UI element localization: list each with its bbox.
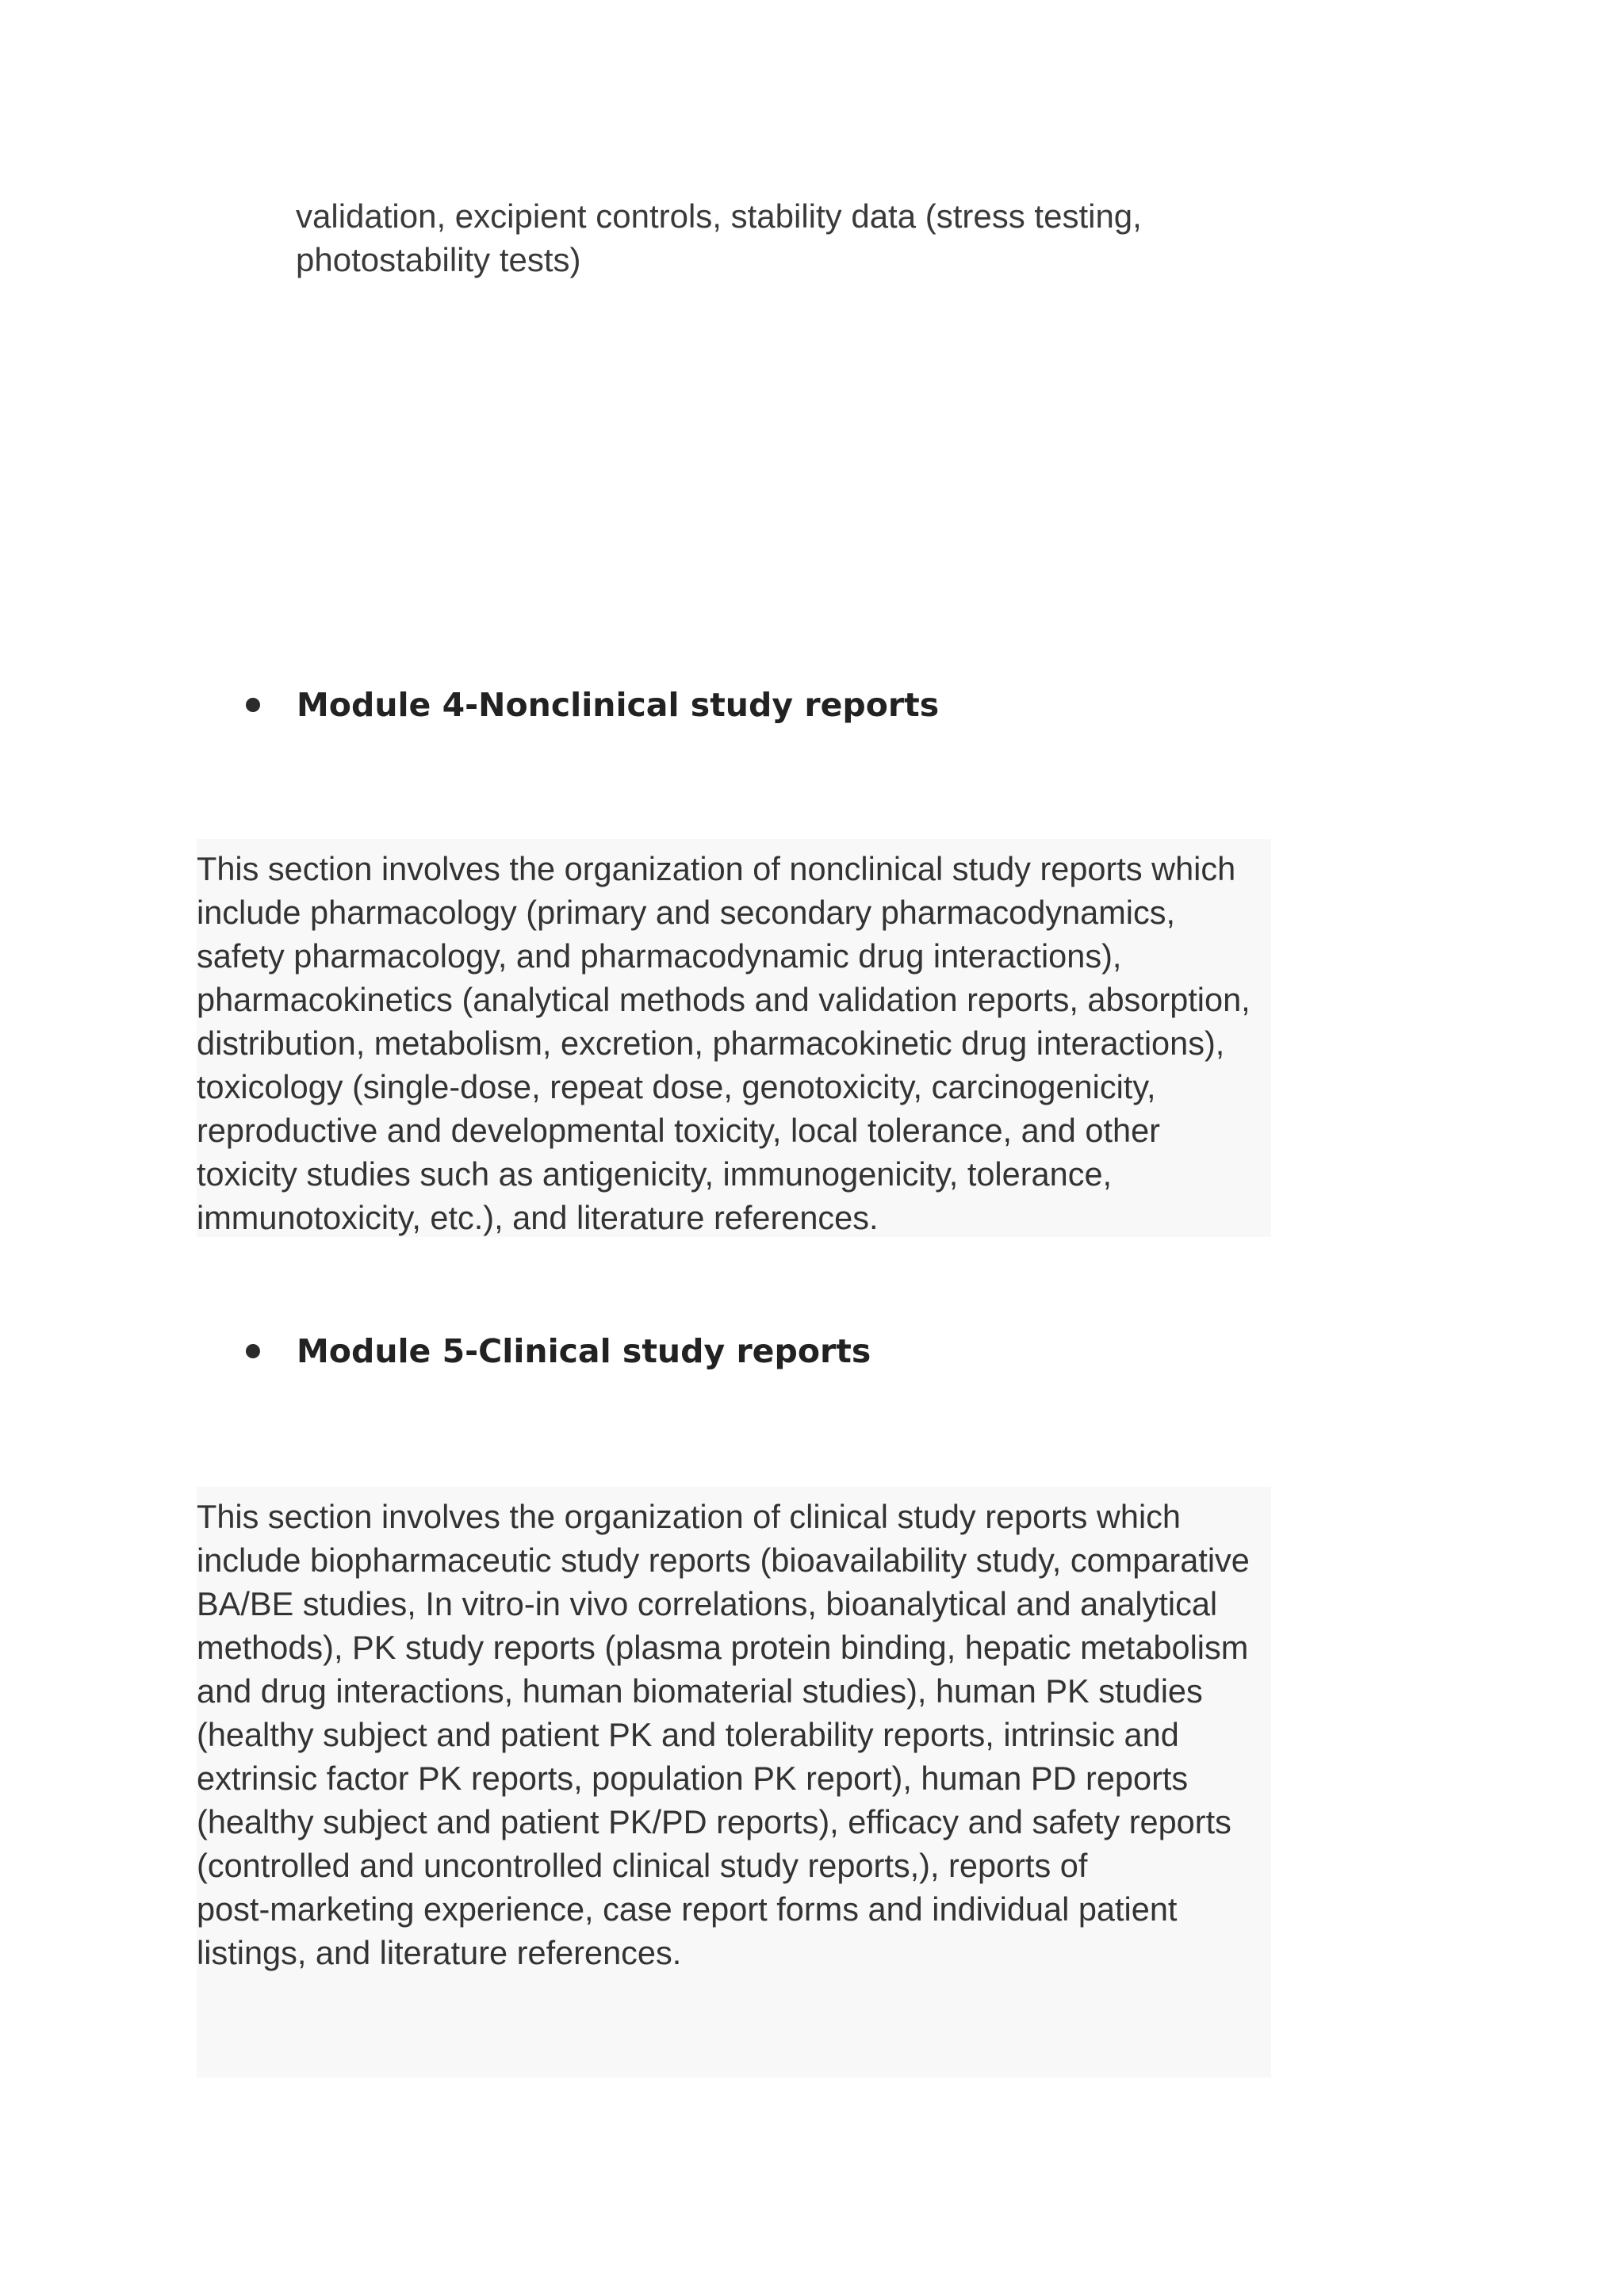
text-line: This section involves the organization of clinical study reports which — [197, 1498, 1181, 1535]
text-line: post-marketing experience, case report forms and individual patient — [197, 1890, 1178, 1928]
text-line: toxicity studies such as antigenicity, immunogenicity, tolerance, — [197, 1155, 1113, 1193]
module-5-bullet — [246, 1332, 871, 1370]
text-line: reproductive and developmental toxicity, local tolerance, and other — [197, 1112, 1160, 1149]
module-4-bullet — [246, 686, 939, 724]
text-line: photostability tests) — [296, 241, 581, 278]
module-4-body — [197, 839, 1271, 1237]
text-line: (controlled and uncontrolled clinical study reports,), reports of — [197, 1847, 1088, 1884]
text-line: pharmacokinetics (analytical methods and validation reports, absorption, — [197, 981, 1251, 1018]
module-5-paragraph — [197, 1487, 1267, 1974]
text-line: and drug interactions, human biomaterial studies), human PK studies — [197, 1672, 1203, 1710]
text-line: include pharmacology (primary and secondary pharmacodynamics, — [197, 894, 1176, 931]
text-line: distribution, metabolism, excretion, pharmacokinetic drug interactions), — [197, 1024, 1225, 1062]
text-line: (healthy subject and patient PK and tolerability reports, intrinsic and — [197, 1716, 1179, 1753]
module-5-body — [197, 1487, 1271, 2078]
continuation-paragraph — [296, 194, 1247, 281]
text-line: listings, and literature references. — [197, 1934, 682, 1971]
text-line: include biopharmaceutic study reports (bioavailability study, comparative — [197, 1541, 1250, 1579]
text-line: BA/BE studies, In vitro-in vivo correlations, bioanalytical and analytical — [197, 1585, 1218, 1622]
text-line: (healthy subject and patient PK/PD reports), efficacy and safety reports — [197, 1803, 1231, 1840]
module-4-heading: Module 4-Nonclinical study reports — [297, 686, 940, 724]
text-line: immunotoxicity, etc.), and literature references. — [197, 1199, 879, 1236]
bullet-icon — [246, 698, 260, 712]
text-line: This section involves the organization of nonclinical study reports which — [197, 850, 1236, 887]
bullet-icon — [246, 1344, 260, 1358]
text-line: extrinsic factor PK reports, population PK report), human PD reports — [197, 1760, 1189, 1797]
text-line: validation, excipient controls, stability data (stress testing, — [296, 197, 1142, 235]
module-5-heading: Module 5-Clinical study reports — [297, 1332, 871, 1370]
text-line: safety pharmacology, and pharmacodynamic drug interactions), — [197, 937, 1122, 975]
text-line: toxicology (single-dose, repeat dose, genotoxicity, carcinogenicity, — [197, 1068, 1156, 1105]
module-4-paragraph — [197, 839, 1267, 1239]
text-line: methods), PK study reports (plasma protein binding, hepatic metabolism — [197, 1629, 1249, 1666]
